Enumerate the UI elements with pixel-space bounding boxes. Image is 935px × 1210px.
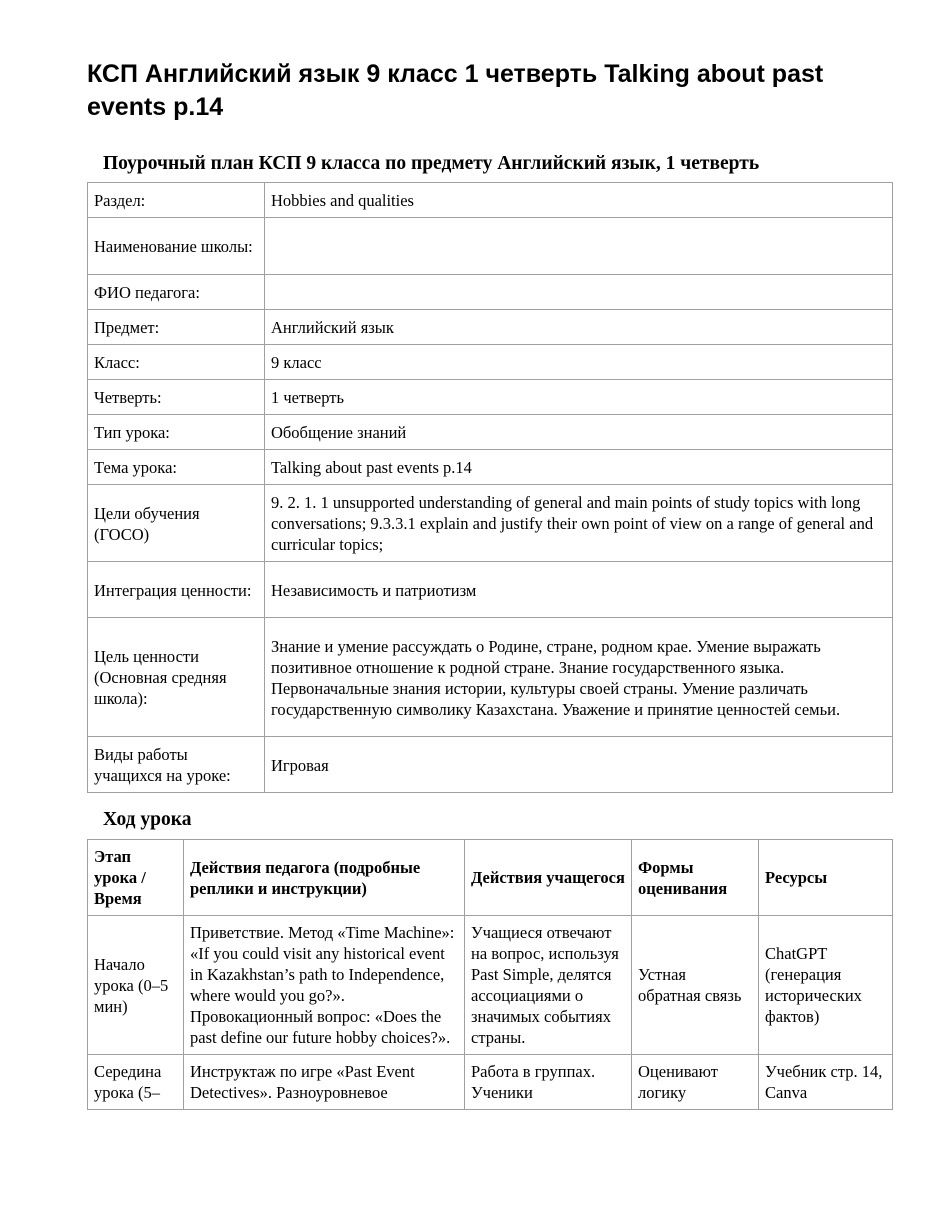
stage-cell: Середина урока (5– [88,1055,184,1110]
info-row [88,618,893,737]
progress-heading: Ход урока [103,809,192,830]
assessment-cell: Устная обратная связь [632,916,759,1055]
info-value [265,218,893,275]
info-label: Предмет: [88,310,265,345]
info-value: 9 класс [265,345,893,380]
info-row [88,310,893,345]
resources-cell: ChatGPT (генерация исторических фактов) [759,916,893,1055]
progress-row [88,1055,893,1110]
student-actions-cell: Учащиеся отвечают на вопрос, используя Past Simple, делятся ассоциациями о значимых событиях страны. [465,916,632,1055]
header-stage: Этап урока / Время [88,840,184,916]
info-row [88,415,893,450]
info-value: Hobbies and qualities [265,183,893,218]
student-actions-cell: Работа в группах. Ученики [465,1055,632,1110]
lesson-progress-table [87,839,893,1110]
info-label: Раздел: [88,183,265,218]
info-value: Игровая [265,737,893,793]
info-value: Независимость и патриотизм [265,562,893,618]
info-label: Цели обучения (ГОСО) [88,485,265,562]
info-label: Виды работы учащихся на уроке: [88,737,265,793]
teacher-actions-cell: Приветствие. Метод «Time Machine»: «If you could visit any historical event in Kazakhstan’s path to Independence, where would you go?». Провокационный вопрос: «Does the past define our future hobby choices?». [184,916,465,1055]
plan-heading: Поурочный план КСП 9 класса по предмету Английский язык, 1 четверть [103,153,760,174]
info-value: Знание и умение рассуждать о Родине, стране, родном крае. Умение выражать позитивное отношение к родной стране. Знание государственного языка. Первоначальные знания истории, культуры своей страны. Умение различать государственную символику Казахстана. Уважение и принятие ценностей семьи. [265,618,893,737]
info-label: Тип урока: [88,415,265,450]
info-label: Наименование школы: [88,218,265,275]
header-assessment: Формы оценивания [632,840,759,916]
progress-row [88,916,893,1055]
info-row [88,562,893,618]
info-row [88,737,893,793]
header-resources: Ресурсы [759,840,893,916]
info-row [88,218,893,275]
info-value: Talking about past events p.14 [265,450,893,485]
document-title: КСП Английский язык 9 класс 1 четверть Talking about past events p.14 [87,60,824,121]
info-label: ФИО педагога: [88,275,265,310]
header-student-actions: Действия учащегося [465,840,632,916]
assessment-cell: Оценивают логику [632,1055,759,1110]
resources-cell: Учебник стр. 14, Canva [759,1055,893,1110]
info-row [88,275,893,310]
teacher-actions-cell: Инструктаж по игре «Past Event Detectives». Разноуровневое [184,1055,465,1110]
info-label: Цель ценности (Основная средняя школа): [88,618,265,737]
info-row [88,183,893,218]
info-value: 1 четверть [265,380,893,415]
info-label: Четверть: [88,380,265,415]
info-label: Класс: [88,345,265,380]
info-value: Английский язык [265,310,893,345]
document-page [87,58,893,1110]
info-value: Обобщение знаний [265,415,893,450]
info-value: 9. 2. 1. 1 unsupported understanding of general and main points of study topics with long conversations; 9.3.3.1 explain and justify their own point of view on a range of general and curricular topics; [265,485,893,562]
info-value [265,275,893,310]
info-label: Тема урока: [88,450,265,485]
info-label: Интеграция ценности: [88,562,265,618]
lesson-info-table [87,182,893,793]
header-teacher-actions: Действия педагога (подробные реплики и инструкции) [184,840,465,916]
info-row [88,450,893,485]
info-row [88,380,893,415]
stage-cell: Начало урока (0–5 мин) [88,916,184,1055]
info-row [88,345,893,380]
info-row [88,485,893,562]
progress-header-row [88,840,893,916]
